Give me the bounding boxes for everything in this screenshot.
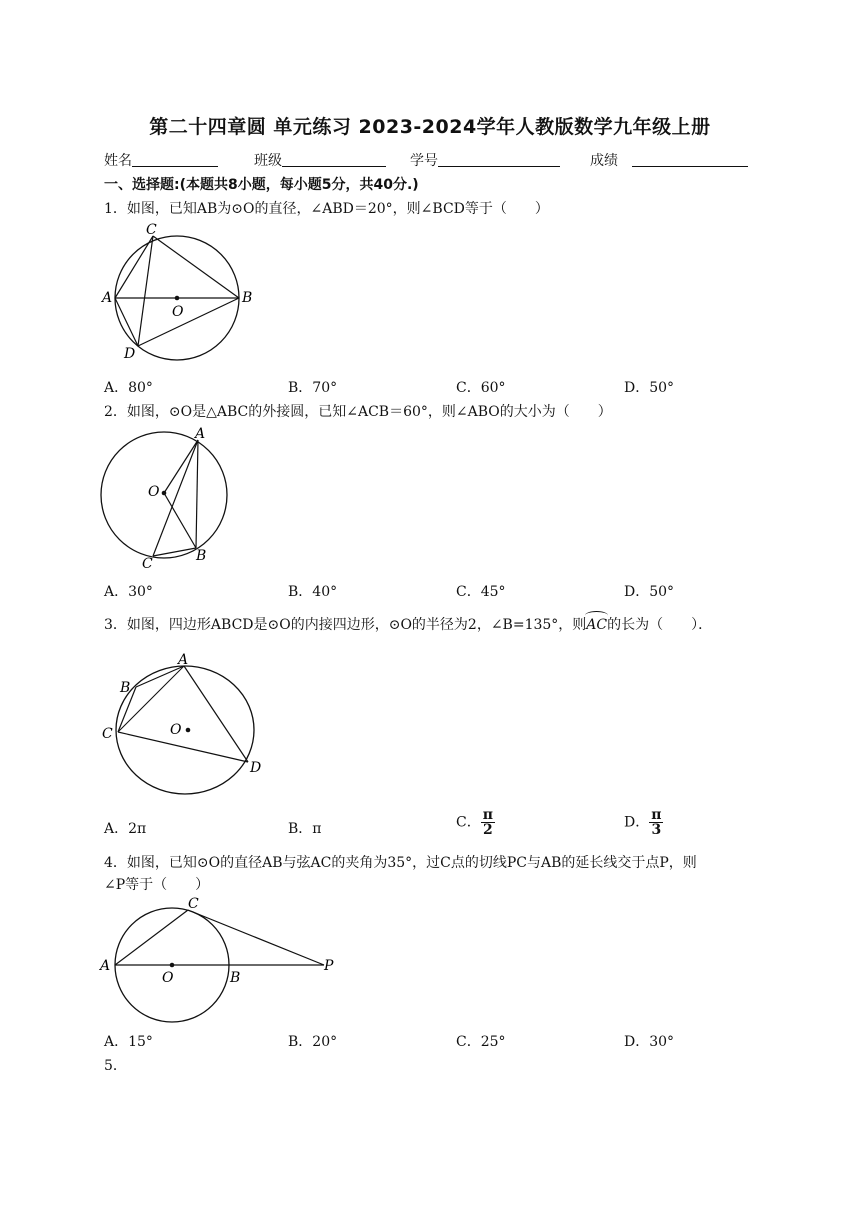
- q1-option-a[interactable]: A．80°: [104, 380, 153, 396]
- q4-option-d[interactable]: D．30°: [624, 1034, 675, 1050]
- q4-label-b: B: [230, 970, 241, 986]
- class-label: 班级: [254, 153, 282, 169]
- q4-label-c: C: [188, 896, 199, 912]
- q3-option-c-fraction: $\frac{\pi}{2}$: [482, 807, 493, 838]
- q2-label-o: O: [148, 484, 160, 500]
- question-3-stem: [104, 614, 712, 634]
- q2-option-a[interactable]: A．30°: [104, 584, 153, 600]
- q3-label-b: B: [120, 680, 131, 696]
- question-2-figure: [96, 424, 236, 574]
- q1-label-c: C: [146, 222, 157, 238]
- name-label: 姓名: [104, 153, 132, 169]
- q3-stem-after: 的长为（ ）．: [607, 617, 713, 633]
- q4-option-c[interactable]: C．25°: [456, 1034, 506, 1050]
- q1-label-o: O: [172, 304, 184, 320]
- q3-label-o: O: [170, 722, 182, 738]
- q1-option-b[interactable]: B．70°: [288, 380, 338, 396]
- name-blank[interactable]: [132, 152, 218, 167]
- score-blank[interactable]: [632, 152, 748, 167]
- q1-option-c[interactable]: C．60°: [456, 380, 506, 396]
- q3-arc-label: AC: [586, 617, 608, 633]
- question-1-figure: [100, 220, 270, 370]
- q4-label-p: P: [324, 958, 334, 974]
- student-id-blank[interactable]: [438, 152, 560, 167]
- q1-label-b: B: [242, 290, 253, 306]
- question-2-stem: 2．如图，⊙O是△ABC的外接圆，已知∠ACB＝60°，则∠ABO的大小为（ ）: [104, 404, 612, 420]
- q3-option-d[interactable]: [624, 808, 663, 837]
- question-4-stem-line1: 4．如图，已知⊙O的直径AB与弦AC的夹角为35°，过C点的切线PC与AB的延长线交于点P，则: [104, 855, 697, 871]
- question-4-stem-line2: ∠P等于（ ）: [104, 877, 210, 893]
- q2-option-c[interactable]: C．45°: [456, 584, 506, 600]
- q4-label-a: A: [100, 958, 111, 974]
- score-label: 成绩: [590, 153, 618, 169]
- q2-label-c: C: [142, 556, 153, 572]
- score-field[interactable]: [590, 150, 748, 170]
- q2-option-d[interactable]: D．50°: [624, 584, 675, 600]
- class-blank[interactable]: [282, 152, 386, 167]
- student-id-field[interactable]: [410, 150, 560, 170]
- name-field[interactable]: [104, 150, 218, 170]
- q3-label-a: A: [178, 652, 189, 668]
- q1-option-d[interactable]: D．50°: [624, 380, 675, 396]
- question-3-figure: [100, 648, 270, 818]
- q4-option-b[interactable]: B．20°: [288, 1034, 338, 1050]
- q1-label-d: D: [124, 346, 136, 362]
- q1-label-a: A: [102, 290, 113, 306]
- q2-label-b: B: [196, 548, 207, 564]
- q3-option-d-fraction: $\frac{\pi}{3}$: [651, 807, 662, 838]
- student-id-label: 学号: [410, 153, 438, 169]
- q3-stem-before: 3．如图，四边形ABCD是⊙O的内接四边形，⊙O的半径为2，∠B=135°，则: [104, 617, 587, 633]
- q3-option-a[interactable]: A．2π: [104, 821, 147, 837]
- q3-option-d-letter: D．: [624, 814, 650, 831]
- q2-option-b[interactable]: B．40°: [288, 584, 338, 600]
- question-4-figure: [98, 894, 348, 1026]
- q3-label-d: D: [250, 760, 262, 776]
- question-1-stem: 1．如图，已知AB为⊙O的直径，∠ABD＝20°，则∠BCD等于（ ）: [104, 201, 549, 217]
- q4-label-o: O: [162, 970, 174, 986]
- q3-option-c[interactable]: [456, 808, 495, 837]
- q3-option-b[interactable]: B．π: [288, 821, 322, 837]
- q2-label-a: A: [195, 426, 206, 442]
- q4-option-a[interactable]: A．15°: [104, 1034, 153, 1050]
- class-field[interactable]: [254, 150, 386, 170]
- q3-label-c: C: [102, 726, 113, 742]
- question-5-stem: 5．: [104, 1058, 127, 1074]
- page-title: 第二十四章圆 单元练习 2023-2024学年人教版数学九年级上册: [149, 116, 711, 138]
- q3-option-c-letter: C．: [456, 814, 481, 831]
- section-heading: 一、选择题:(本题共8小题，每小题5分，共40分.): [104, 177, 419, 193]
